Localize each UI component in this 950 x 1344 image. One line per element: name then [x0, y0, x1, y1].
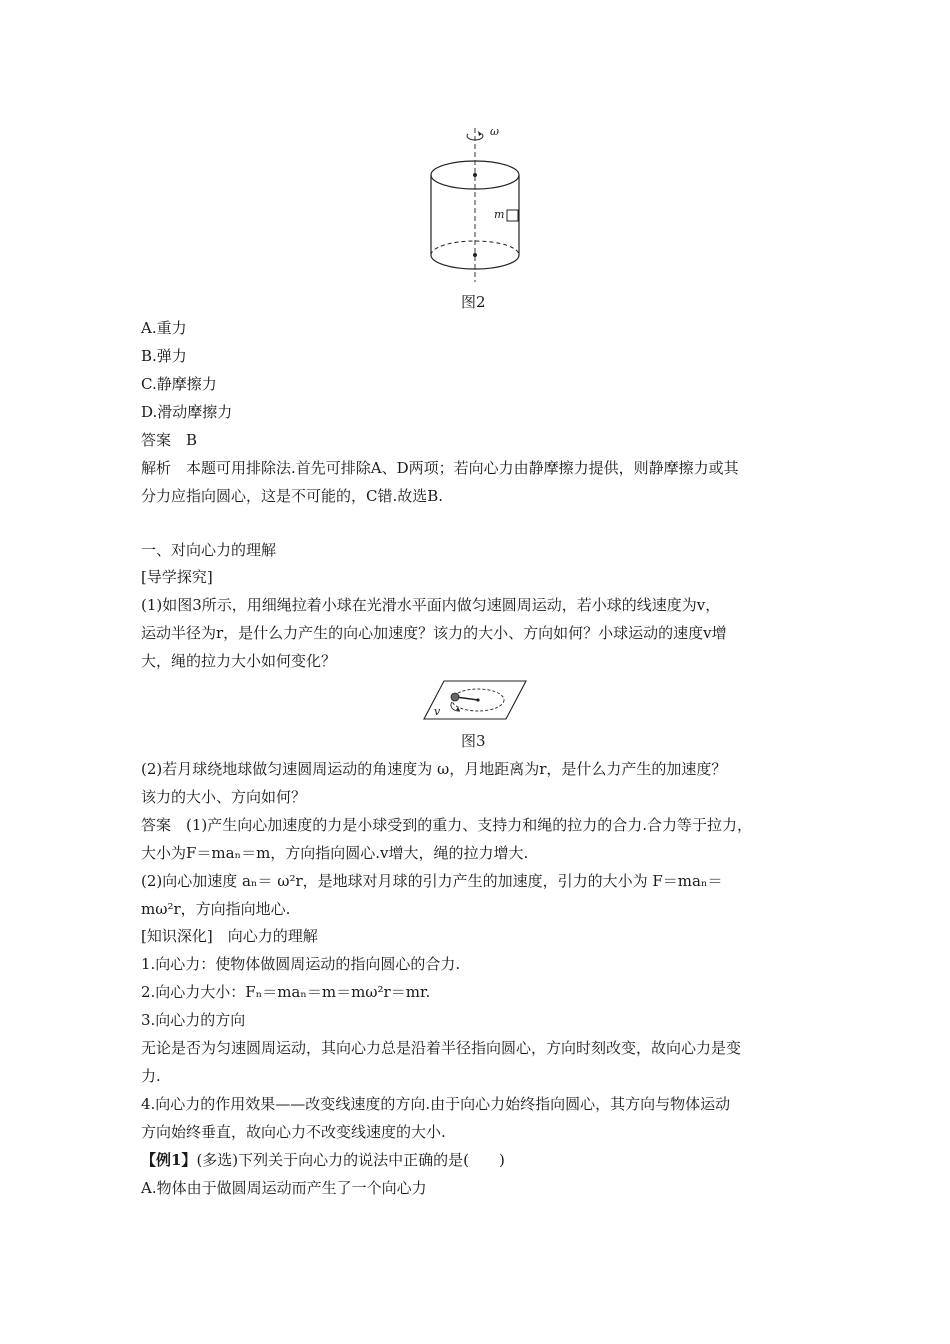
- option-b: B.弹力: [141, 347, 187, 365]
- section-title: 一、对向心力的理解: [141, 541, 277, 559]
- option-a: A.重力: [141, 319, 187, 337]
- answer-2-line-2: 大小为F＝maₙ＝m，方向指向圆心.v增大，绳的拉力增大.: [141, 844, 529, 862]
- knowledge-line-3: 3.向心力的方向: [141, 1011, 246, 1029]
- knowledge-heading: [知识深化] 向心力的理解: [141, 927, 318, 945]
- example-option-a: A.物体由于做圆周运动而产生了一个向心力: [141, 1179, 427, 1197]
- option-c: C.静摩擦力: [141, 375, 217, 393]
- example-label: 【例1】: [141, 1151, 197, 1169]
- question-2-line-2: 该力的大小、方向如何？: [141, 788, 307, 806]
- question-2-line-1: (2)若月球绕地球做匀速圆周运动的角速度为 ω，月地距离为r，是什么力产生的加速度？: [141, 760, 727, 778]
- knowledge-line-5: 力.: [141, 1067, 161, 1085]
- option-d: D.滑动摩擦力: [141, 403, 233, 421]
- guide-heading: [导学探究]: [141, 568, 213, 586]
- answer-1: 答案 B: [141, 431, 198, 449]
- question-1-line-2: 运动半径为r，是什么力产生的向心加速度？该力的大小、方向如何？小球运动的速度v增: [141, 624, 727, 642]
- knowledge-line-6: 4.向心力的作用效果——改变线速度的方向.由于向心力始终指向圆心，其方向与物体运动: [141, 1095, 731, 1113]
- velocity-label: v: [434, 705, 441, 718]
- answer-2-line-4: mω²r，方向指向地心.: [141, 900, 291, 918]
- figure-2-caption: 图2: [461, 293, 486, 311]
- example-1: [141, 1150, 821, 1170]
- omega-label: ω: [490, 125, 499, 138]
- knowledge-line-1: 1.向心力：使物体做圆周运动的指向圆心的合力.: [141, 955, 461, 973]
- analysis-line-1: 解析 本题可用排除法.首先可排除A、D两项；若向心力由静摩擦力提供，则静摩擦力或其: [141, 459, 739, 477]
- figure-2-cylinder: [420, 120, 530, 290]
- example-text: (多选)下列关于向心力的说法中正确的是( ): [196, 1151, 505, 1169]
- figure-3-caption: 图3: [461, 732, 486, 750]
- answer-2-line-3: (2)向心加速度 aₙ＝ ω²r，是地球对月球的引力产生的加速度，引力的大小为 F＝maₙ＝: [141, 872, 723, 890]
- question-1-line-3: 大，绳的拉力大小如何变化？: [141, 652, 337, 670]
- question-1-line-1: (1)如图3所示，用细绳拉着小球在光滑水平面内做匀速圆周运动，若小球的线速度为v，: [141, 596, 721, 614]
- knowledge-line-2: 2.向心力大小：Fₙ＝maₙ＝m＝mω²r＝mr.: [141, 983, 431, 1001]
- mass-label: m: [494, 208, 505, 221]
- knowledge-line-7: 方向始终垂直，故向心力不改变线速度的大小.: [141, 1123, 446, 1141]
- knowledge-line-4: 无论是否为匀速圆周运动，其向心力总是沿着半径指向圆心，方向时刻改变，故向心力是变: [141, 1039, 742, 1057]
- analysis-line-2: 分力应指向圆心，这是不可能的，C错.故选B.: [141, 487, 444, 505]
- answer-2-line-1: 答案 (1)产生向心加速度的力是小球受到的重力、支持力和绳的拉力的合力.合力等于拉力，: [141, 816, 753, 834]
